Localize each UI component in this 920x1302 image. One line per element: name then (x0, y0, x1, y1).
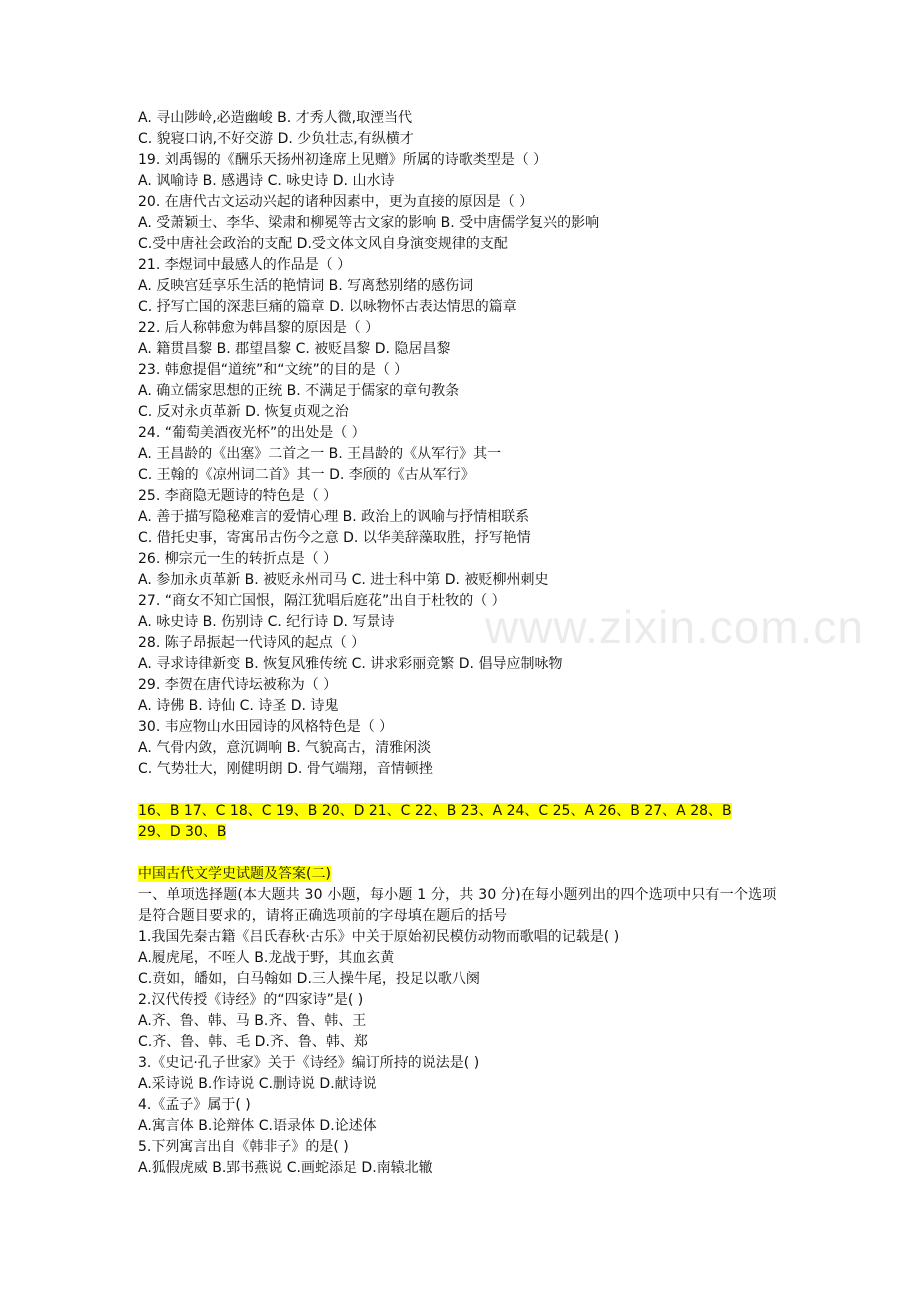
question-block-1-line: A. 籍贯昌黎 B. 郡望昌黎 C. 被贬昌黎 D. 隐居昌黎 (138, 341, 451, 357)
question-block-2-line: A.履虎尾，不咥人 B.龙战于野，其血玄黄 (138, 950, 395, 966)
answer-key (138, 801, 790, 843)
spacer (138, 780, 798, 801)
question-block-1 (138, 108, 798, 780)
question-block-1-line: A. 气骨内敛，意沉调响 B. 气貌高古，清雅闲淡 (138, 740, 432, 756)
document-page (138, 108, 798, 1179)
question-block-1-line: A. 寻山陟岭,必造幽峻 B. 才秀人微,取湮当代 (138, 110, 413, 126)
question-block-1-line: 24. “葡萄美酒夜光杯”的出处是（ ） (138, 425, 366, 441)
question-block-1-line: A. 诗佛 B. 诗仙 C. 诗圣 D. 诗鬼 (138, 698, 339, 714)
watermark: www.zixin.com.cn (485, 601, 864, 653)
question-block-1-line: A. 参加永贞革新 B. 被贬永州司马 C. 进士科中第 D. 被贬柳州刺史 (138, 572, 549, 588)
question-block-1-line: C. 抒写亡国的深悲巨痛的篇章 D. 以咏物怀古表达情思的篇章 (138, 299, 517, 315)
question-block-1-line: 26. 柳宗元一生的转折点是（ ） (138, 551, 338, 567)
question-block-2-line: A.齐、鲁、韩、马 B.齐、鲁、韩、王 (138, 1013, 367, 1029)
question-block-1-line: A. 王昌龄的《出塞》二首之一 B. 王昌龄的《从军行》其一 (138, 446, 502, 462)
question-block-2-line: 2.汉代传授《诗经》的“四家诗”是( ) (138, 992, 364, 1008)
question-block-1-line: A. 咏史诗 B. 伤别诗 C. 纪行诗 D. 写景诗 (138, 614, 395, 630)
section-title (138, 864, 798, 885)
question-block-2-line: C.贲如，皤如，白马翰如 D.三人操牛尾，投足以歌八阕 (138, 971, 480, 987)
section-title-text: 中国古代文学史试题及答案(二) (138, 866, 331, 882)
question-block-1-line: A. 反映宫廷享乐生活的艳情词 B. 写离愁别绪的感伤词 (138, 278, 474, 294)
question-block-1-line: A. 寻求诗律新变 B. 恢复风雅传统 C. 讲求彩丽竞繁 D. 倡导应制咏物 (138, 656, 563, 672)
question-block-2-line: 3.《史记·孔子世家》关于《诗经》编订所持的说法是( ) (138, 1055, 480, 1071)
question-block-1-line: 21. 李煜词中最感人的作品是（ ） (138, 257, 352, 273)
question-block-1-line: 27. “商女不知亡国恨，隔江犹唱后庭花”出自于杜牧的（ ） (138, 593, 506, 609)
question-block-2-line: A.狐假虎威 B.郢书燕说 C.画蛇添足 D.南辕北辙 (138, 1160, 433, 1176)
question-block-1-line: 22. 后人称韩愈为韩昌黎的原因是（ ） (138, 320, 380, 336)
question-block-2-line: A.寓言体 B.论辩体 C.语录体 D.论述体 (138, 1118, 377, 1134)
question-block-1-line: C. 王翰的《凉州词二首》其一 D. 李颀的《古从军行》 (138, 467, 475, 483)
question-block-1-line: C. 气势壮大，刚健明朗 D. 骨气端翔，音情顿挫 (138, 761, 433, 777)
answer-key-line-2: 29、D 30、B (138, 824, 227, 840)
question-block-1-line: C. 反对永贞革新 D. 恢复贞观之治 (138, 404, 349, 420)
question-block-1-line: 23. 韩愈提倡“道统”和“文统”的目的是（ ） (138, 362, 409, 378)
spacer (138, 843, 798, 864)
question-block-1-line: 30. 韦应物山水田园诗的风格特色是（ ） (138, 719, 394, 735)
question-block-2-line: 4.《孟子》属于( ) (138, 1097, 251, 1113)
question-block-2 (138, 927, 798, 1179)
question-block-1-line: 28. 陈子昂振起一代诗风的起点（ ） (138, 635, 366, 651)
question-block-1-line: 20. 在唐代古文运动兴起的诸种因素中，更为直接的原因是（ ） (138, 194, 534, 210)
question-block-1-line: 19. 刘禹锡的《酬乐天扬州初逢席上见赠》所属的诗歌类型是（ ） (138, 152, 548, 168)
question-block-1-line: A. 讽喻诗 B. 感遇诗 C. 咏史诗 D. 山水诗 (138, 173, 395, 189)
question-block-2-line: A.采诗说 B.作诗说 C.删诗说 D.献诗说 (138, 1076, 377, 1092)
question-block-2-line: C.齐、鲁、韩、毛 D.齐、鲁、韩、郑 (138, 1034, 368, 1050)
question-block-2-line: 1.我国先秦古籍《吕氏春秋·古乐》中关于原始初民模仿动物而歌唱的记载是( ) (138, 929, 620, 945)
question-block-2-line: 5.下列寓言出自《韩非子》的是( ) (138, 1139, 349, 1155)
question-block-1-line: A. 受萧颖士、李华、梁肃和柳冕等古文家的影响 B. 受中唐儒学复兴的影响 (138, 215, 600, 231)
question-block-1-line: A. 确立儒家思想的正统 B. 不满足于儒家的章句教条 (138, 383, 460, 399)
question-block-1-line: 29. 李贺在唐代诗坛被称为（ ） (138, 677, 338, 693)
question-block-1-line: C.受中唐社会政治的支配 D.受文体文风自身演变规律的支配 (138, 236, 508, 252)
question-block-1-line: 25. 李商隐无题诗的特色是（ ） (138, 488, 338, 504)
instructions: 一、单项选择题(本大题共 30 小题，每小题 1 分，共 30 分)在每小题列出的四个选项中只有一个选项是符合题目要求的，请将正确选项前的字母填在题后的括号 (138, 887, 777, 924)
question-block-1-line: C. 貌寝口讷,不好交游 D. 少负壮志,有纵横才 (138, 131, 414, 147)
question-block-1-line: C. 借托史事，寄寓吊古伤今之意 D. 以华美辞藻取胜，抒写艳情 (138, 530, 531, 546)
question-block-1-line: A. 善于描写隐秘难言的爱情心理 B. 政治上的讽喻与抒情相联系 (138, 509, 530, 525)
answer-key-line-1: 16、B 17、C 18、C 19、B 20、D 21、C 22、B 23、A 24、C 25、A 26、B 27、A 28、B (138, 803, 732, 819)
